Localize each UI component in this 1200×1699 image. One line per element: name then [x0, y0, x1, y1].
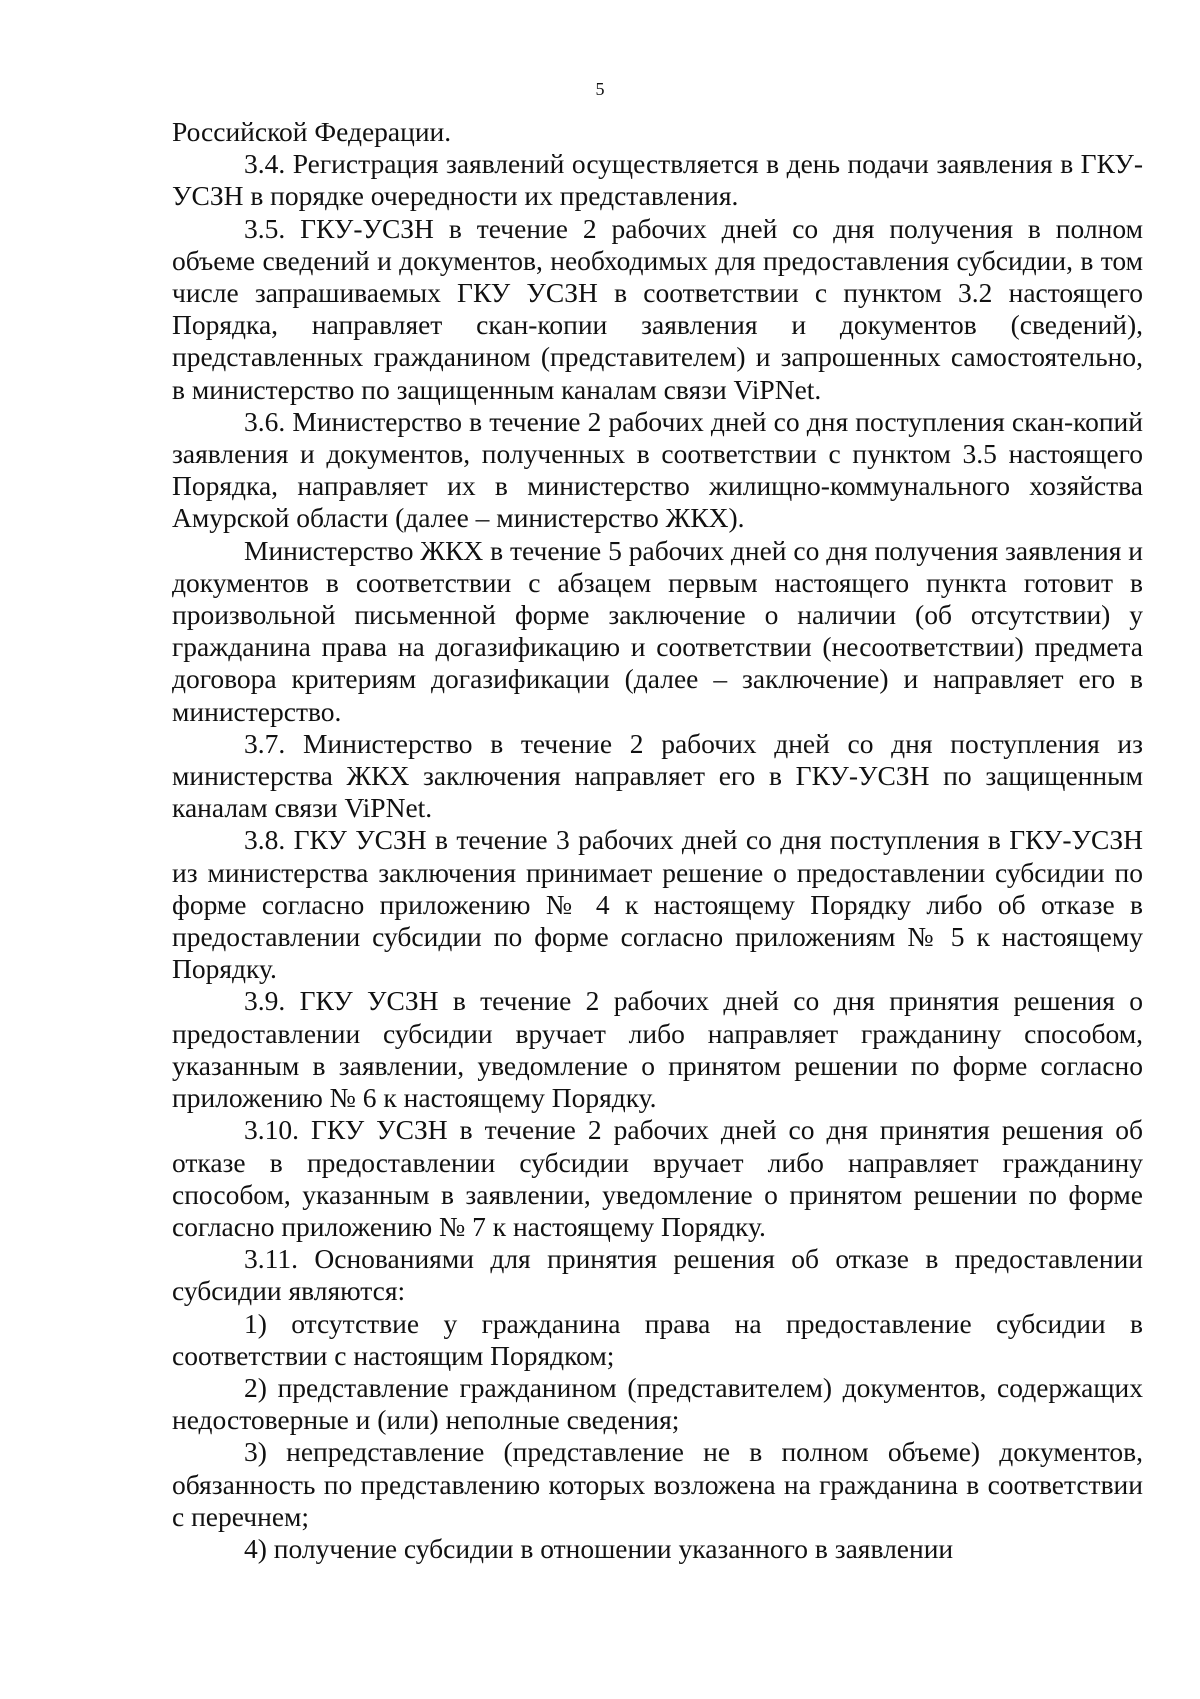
paragraph-3-5: 3.5. ГКУ-УСЗН в течение 2 рабочих дней со дня получения в полном объеме сведений и документов, необходимых для предоставления субсидии, в том числе запрашиваемых ГКУ УСЗН в соответствии с пунктом 3.2 настоящего Порядка, направляет скан-копии заявления и документов (сведений), представленных гражданином (представителем) и запрошенных самостоятельно, в министерство по защищенным каналам связи ViPNet.	[172, 212, 1143, 405]
page-number: 5	[595, 79, 605, 99]
paragraph-3-11: 3.11. Основаниями для принятия решения об отказе в предоставлении субсидии являются:	[172, 1243, 1143, 1307]
paragraph-3-8: 3.8. ГКУ УСЗН в течение 3 рабочих дней со дня поступления в ГКУ-УСЗН из министерства заключения принимает решение о предоставлении субсидии по форме согласно приложению № 4 к настоящему Порядку либо об отказе в предоставлении субсидии по форме согласно приложениям № 5 к настоящему Порядку.	[172, 824, 1143, 985]
paragraph-3-9: 3.9. ГКУ УСЗН в течение 2 рабочих дней со дня принятия решения о предоставлении субсидии вручает либо направляет гражданину способом, указанным в заявлении, уведомление о принятом решении по форме согласно приложению № 6 к настоящему Порядку.	[172, 985, 1143, 1114]
paragraph-3-10: 3.10. ГКУ УСЗН в течение 2 рабочих дней со дня принятия решения об отказе в предоставлении субсидии вручает либо направляет гражданину способом, указанным в заявлении, уведомление о принятом решении по форме согласно приложению № 7 к настоящему Порядку.	[172, 1114, 1143, 1242]
list-item-4: 4) получение субсидии в отношении указанного в заявлении	[244, 1532, 954, 1564]
list-item-1: 1) отсутствие у гражданина права на предоставление субсидии в соответствии с настоящим Порядком;	[172, 1307, 1143, 1371]
paragraph-3-7: 3.7. Министерство в течение 2 рабочих дней со дня поступления из министерства ЖКХ заключения направляет его в ГКУ-УСЗН по защищенным каналам связи ViPNet.	[172, 727, 1143, 824]
paragraph-3-4: 3.4. Регистрация заявлений осуществляется в день подачи заявления в ГКУ-УСЗН в порядке очередности их представления.	[172, 148, 1143, 212]
list-item-3: 3) непредставление (представление не в полном объеме) документов, обязанность по представлению которых возложена на гражданина в соответствии с перечнем;	[172, 1436, 1143, 1532]
paragraph-3-6: 3.6. Министерство в течение 2 рабочих дней со дня поступления скан-копий заявления и документов, полученных в соответствии с пунктом 3.5 настоящего Порядка, направляет их в министерство жилищно-коммунального хозяйства Амурской области (далее – министерство ЖКХ).	[172, 405, 1143, 534]
list-item-2: 2) представление гражданином (представителем) документов, содержащих недостоверные и (или) неполные сведения;	[172, 1371, 1143, 1436]
paragraph-3-6-second: Министерство ЖКХ в течение 5 рабочих дней со дня получения заявления и документов в соответствии с абзацем первым настоящего пункта готовит в произвольной письменной форме заключение о наличии (об отсутствии) у гражданина права на догазификацию и соответствии (несоответствии) предмета договора критериям догазификации (далее – заключение) и направляет его в министерство.	[172, 534, 1143, 727]
document-body	[172, 116, 1143, 1565]
paragraph-continuation: Российской Федерации.	[172, 116, 452, 147]
